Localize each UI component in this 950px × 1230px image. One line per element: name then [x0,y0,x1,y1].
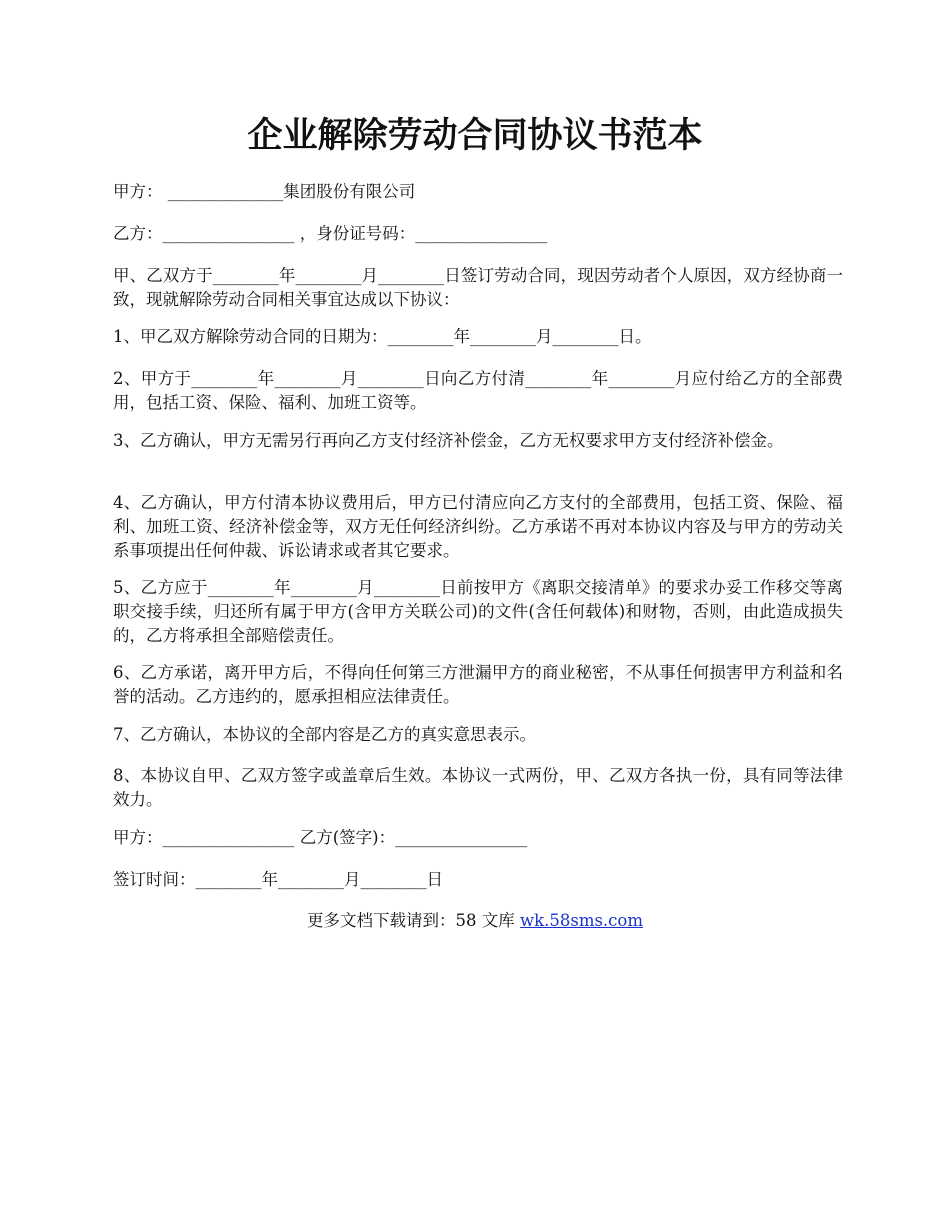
clause-3: 3、乙方确认，甲方无需另行再向乙方支付经济补偿金，乙方无权要求甲方支付经济补偿金。 [113,431,784,450]
clause-4: 4、乙方确认，甲方付清本协议费用后，甲方已付清应向乙方支付的全部费用，包括工资、保险、福利、加班工资、经济补偿金等，双方无任何经济纠纷。乙方承诺不再对本协议内容及与甲方的劳动关系事项提出任何仲裁、诉讼请求或者其它要求。 [113,493,843,560]
clause-8: 8、本协议自甲、乙双方签字或盖章后生效。本协议一式两份，甲、乙双方各执一份，具有同等法律效力。 [113,766,843,809]
document-title: 企业解除劳动合同协议书范本 [247,115,703,156]
signature-line: 甲方：________________ 乙方(签字)：________________ [113,828,528,847]
intro-paragraph: 甲、乙双方于________年________月________日签订劳动合同，现因劳动者个人原因，双方经协商一致，现就解除劳动合同相关事宜达成以下协议： [113,266,843,309]
footer-link[interactable]: wk.58sms.com [519,911,643,930]
clause-1: 1、甲乙双方解除劳动合同的日期为：________年________月________日。 [113,327,652,346]
clause-6: 6、乙方承诺，离开甲方后，不得向任何第三方泄漏甲方的商业秘密，不从事任何损害甲方利益和名誉的活动。乙方违约的，愿承担相应法律责任。 [113,663,843,706]
party-b-line: 乙方：________________ ，身份证号码：________________ [113,224,548,243]
clause-7: 7、乙方确认，本协议的全部内容是乙方的真实意思表示。 [113,725,536,744]
clause-2: 2、甲方于________年________月________日向乙方付清________年________月应付给乙方的全部费用，包括工资、保险、福利、加班工资等。 [113,369,843,412]
party-a-line: 甲方： ______________集团股份有限公司 [113,182,416,201]
footer [0,909,950,933]
signing-date-line: 签订时间：________年________月________日 [113,870,443,889]
clause-5: 5、乙方应于________年________月________日前按甲方《离职交接清单》的要求办妥工作移交等离职交接手续，归还所有属于甲方(含甲方关联公司)的文件(含任何载体)和财物，否则，由此造成损失的，乙方将承担全部赔偿责任。 [113,578,843,645]
footer-text: 更多文档下载请到：58 文库 [306,911,520,930]
